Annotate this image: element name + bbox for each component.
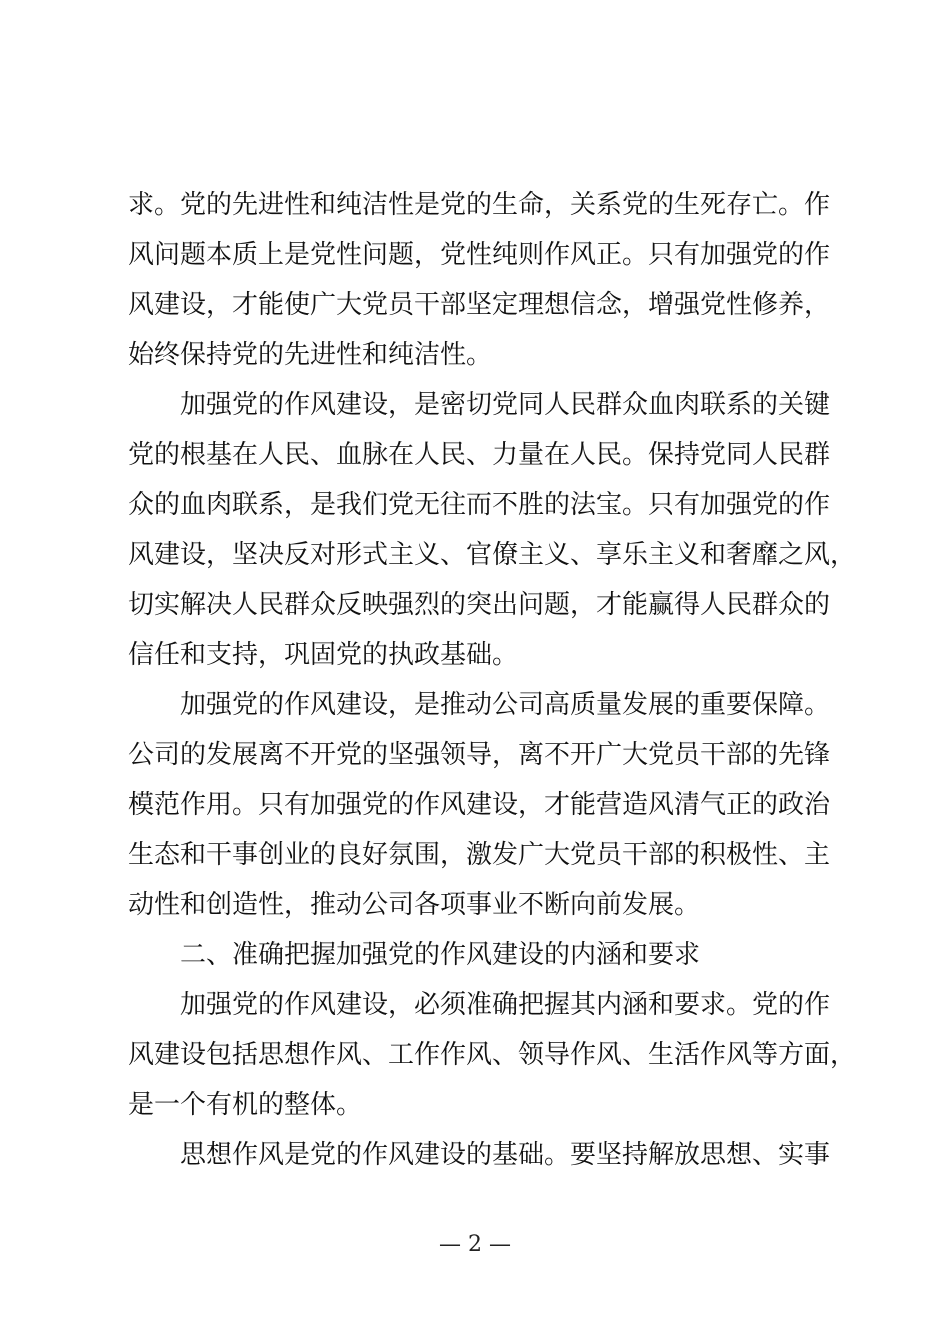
- page-number: — 2 —: [439, 1232, 511, 1257]
- text-line: 风建设包括思想作风、工作作风、领导作风、生活作风等方面，: [128, 1040, 857, 1070]
- text-line: 模范作用。只有加强党的作风建设，才能营造风清气正的政治: [128, 790, 831, 820]
- text-line: 始终保持党的先进性和纯洁性。: [128, 340, 493, 370]
- paragraph-first-line: 加强党的作风建设，是密切党同人民群众血肉联系的关键: [180, 390, 831, 420]
- text-line: 信任和支持，巩固党的执政基础。: [128, 640, 519, 670]
- text-line: 风建设，坚决反对形式主义、官僚主义、享乐主义和奢靡之风，: [128, 540, 857, 570]
- paragraph-first-line: 思想作风是党的作风建设的基础。要坚持解放思想、实事: [180, 1140, 831, 1170]
- text-line: 生态和干事创业的良好氛围，激发广大党员干部的积极性、主: [128, 840, 831, 870]
- document-body: [128, 180, 868, 1180]
- text-line: 风问题本质上是党性问题，党性纯则作风正。只有加强党的作: [128, 240, 831, 270]
- paragraph-first-line: 加强党的作风建设，必须准确把握其内涵和要求。党的作: [180, 990, 831, 1020]
- text-line: 切实解决人民群众反映强烈的突出问题，才能赢得人民群众的: [128, 590, 831, 620]
- text-line: 动性和创造性，推动公司各项事业不断向前发展。: [128, 890, 701, 920]
- text-line: 公司的发展离不开党的坚强领导，离不开广大党员干部的先锋: [128, 740, 831, 770]
- text-line: 求。党的先进性和纯洁性是党的生命，关系党的生死存亡。作: [128, 190, 831, 220]
- paragraph-first-line: 二、准确把握加强党的作风建设的内涵和要求: [180, 940, 701, 970]
- text-line: 党的根基在人民、血脉在人民、力量在人民。保持党同人民群: [128, 440, 831, 470]
- paragraph-first-line: 加强党的作风建设，是推动公司高质量发展的重要保障。: [180, 690, 831, 720]
- text-line: 是一个有机的整体。: [128, 1090, 363, 1120]
- text-line: 众的血肉联系，是我们党无往而不胜的法宝。只有加强党的作: [128, 490, 831, 520]
- text-line: 风建设，才能使广大党员干部坚定理想信念，增强党性修养，: [128, 290, 831, 320]
